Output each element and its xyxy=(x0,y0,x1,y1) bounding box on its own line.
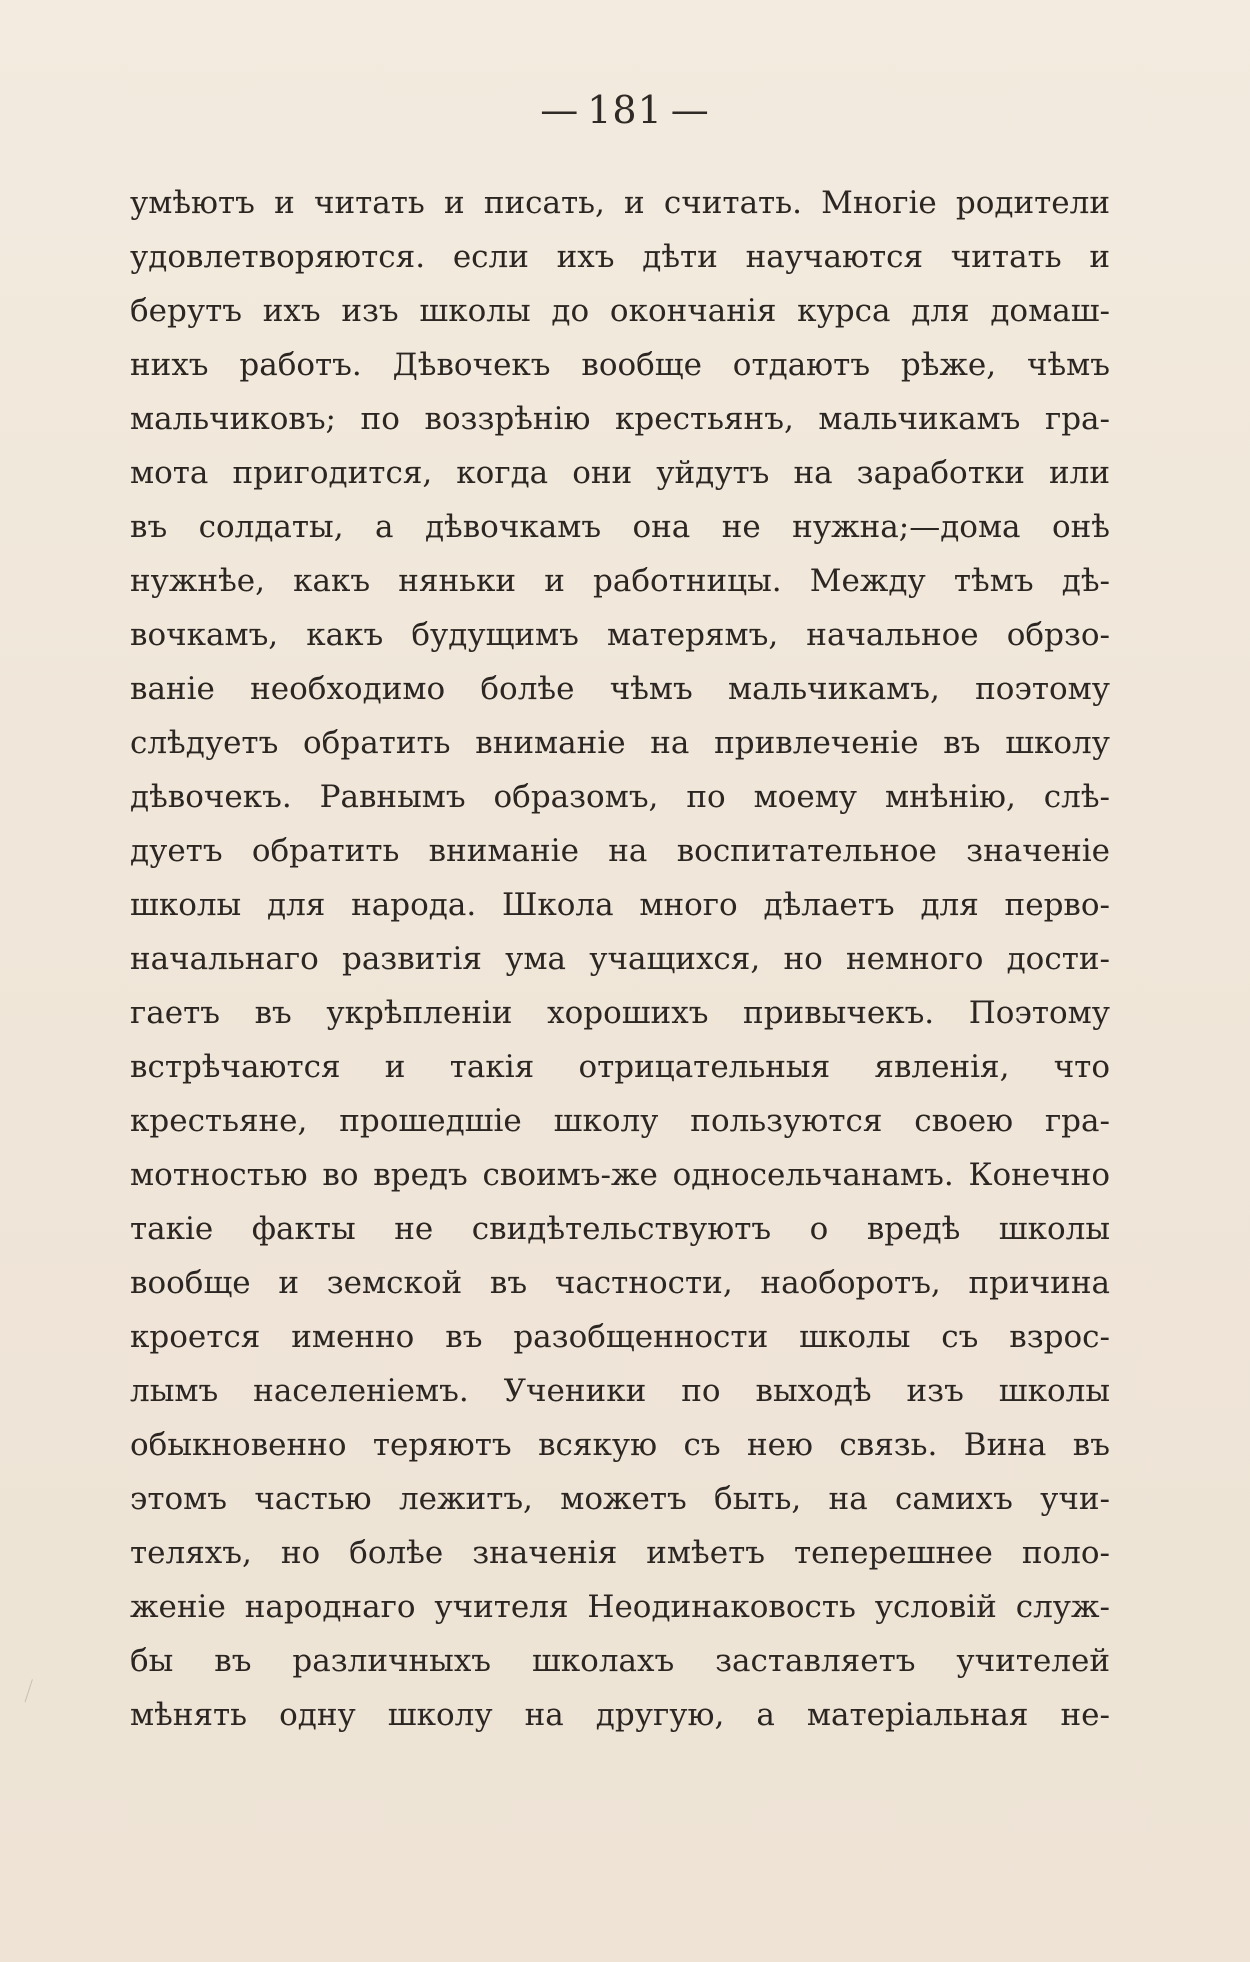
text-line: начальнаго развитія ума учащихся, но немного дости- xyxy=(130,941,1110,977)
text-line: берутъ ихъ изъ школы до окончанія курса для домаш- xyxy=(130,293,1110,329)
text-line: вообще и земской въ частности, наоборотъ, причина xyxy=(130,1265,1110,1301)
body-text xyxy=(130,176,1110,1742)
text-line: встрѣчаются и такія отрицательныя явленія, что xyxy=(130,1049,1110,1085)
text-line: мѣнять одну школу на другую, а матеріальная не- xyxy=(130,1697,1110,1733)
text-line: удовлетворяются. если ихъ дѣти научаются читать и xyxy=(130,239,1110,275)
text-line: школы для народа. Школа много дѣлаетъ для перво- xyxy=(130,887,1110,923)
text-line: мальчиковъ; по воззрѣнію крестьянъ, мальчикамъ гра- xyxy=(130,401,1110,437)
text-line: этомъ частью лежитъ, можетъ быть, на самихъ учи- xyxy=(130,1481,1110,1517)
text-line: лымъ населеніемъ. Ученики по выходѣ изъ школы xyxy=(130,1373,1110,1409)
page-number-dash-right: — xyxy=(670,88,710,132)
text-line: женіе народнаго учителя Неодинаковость условій служ- xyxy=(130,1589,1110,1625)
text-line: вочкамъ, какъ будущимъ матерямъ, начальное обрзо- xyxy=(130,617,1110,653)
margin-pencil-mark xyxy=(25,1679,41,1705)
text-line: ваніе необходимо болѣе чѣмъ мальчикамъ, поэтому xyxy=(130,671,1110,707)
text-line: обыкновенно теряютъ всякую съ нею связь. Вина въ xyxy=(130,1427,1110,1463)
page-number-dash-left: — xyxy=(540,88,580,132)
text-line: умѣютъ и читать и писать, и считать. Многіе родители xyxy=(130,185,1110,221)
text-line: слѣдуетъ обратить вниманіе на привлеченіе въ школу xyxy=(130,725,1110,761)
text-line: такіе факты не свидѣтельствуютъ о вредѣ школы xyxy=(130,1211,1110,1247)
text-line: нихъ работъ. Дѣвочекъ вообще отдаютъ рѣже, чѣмъ xyxy=(130,347,1110,383)
text-line: бы въ различныхъ школахъ заставляетъ учителей xyxy=(130,1643,1110,1679)
text-line: въ солдаты, а дѣвочкамъ она не нужна;—дома онѣ xyxy=(130,509,1110,545)
text-line: кроется именно въ разобщенности школы съ взрос- xyxy=(130,1319,1110,1355)
page-number: 181 xyxy=(587,88,663,132)
text-line: дуетъ обратить вниманіе на воспитательное значеніе xyxy=(130,833,1110,869)
text-line: крестьяне, прошедшіе школу пользуются своею гра- xyxy=(130,1103,1110,1139)
text-line: мота пригодится, когда они уйдутъ на заработки или xyxy=(130,455,1110,491)
text-line: дѣвочекъ. Равнымъ образомъ, по моему мнѣнію, слѣ- xyxy=(130,779,1110,815)
text-line: нужнѣе, какъ няньки и работницы. Между тѣмъ дѣ- xyxy=(130,563,1110,599)
text-line: теляхъ, но болѣе значенія имѣетъ теперешнее поло- xyxy=(130,1535,1110,1571)
text-line: мотностью во вредъ своимъ-же односельчанамъ. Конечно xyxy=(130,1157,1110,1193)
page-number-row xyxy=(0,88,1250,132)
text-line: гаетъ въ укрѣпленіи хорошихъ привычекъ. Поэтому xyxy=(130,995,1110,1031)
